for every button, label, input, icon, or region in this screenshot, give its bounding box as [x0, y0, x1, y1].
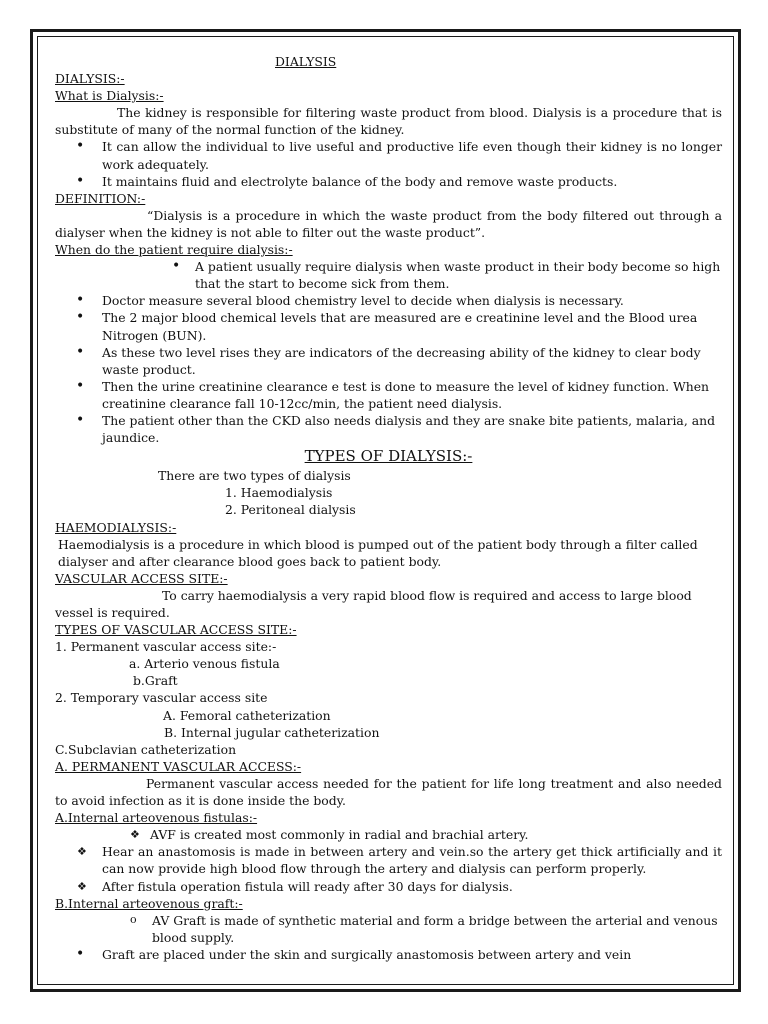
- list-item: • As these two level rises they are indicators of the decreasing ability of the kidney to clear body waste product.: [55, 344, 722, 378]
- what-paragraph: The kidney is responsible for filtering waste product from blood. Dialysis is a procedure that is substitute of many of the normal function of the kidney.: [55, 105, 722, 138]
- when-bullet-list: [55, 258, 722, 446]
- dialysis-heading: DIALYSIS:-: [55, 71, 125, 87]
- types-heading: TYPES OF DIALYSIS:-: [304, 447, 473, 466]
- definition-paragraph: “Dialysis is a procedure in which the waste product from the body filtered out through a dialyser when the kidney is not able to filter out the waste product”.: [55, 207, 722, 240]
- when-heading: When do the patient require dialysis:-: [55, 242, 293, 258]
- list-item: • The patient other than the CKD also needs dialysis and they are snake bite patients, malaria, and jaundice.: [55, 412, 722, 446]
- vascular-paragraph: To carry haemodialysis a very rapid blood flow is required and access to large blood vessel is required.: [55, 587, 692, 620]
- list-item: o AV Graft is made of synthetic material and form a bridge between the arterial and venous blood supply.: [55, 912, 722, 946]
- permanent-line: 1. Permanent vascular access site:-: [55, 639, 277, 655]
- list-item: ❖ Hear an anastomosis is made in between artery and vein.so the artery get thick artificially and it can now provide high blood flow through the artery and dialysis can perform properly.: [55, 843, 722, 877]
- list-item: ❖ After fistula operation fistula will ready after 30 days for dialysis.: [55, 878, 722, 895]
- temporary-item-b: B. Internal jugular catheterization: [164, 724, 380, 740]
- list-item: • The 2 major blood chemical levels that are measured are e creatinine level and the Blood urea Nitrogen (BUN).: [55, 309, 722, 343]
- temporary-item-c: C.Subclavian catheterization: [55, 741, 237, 757]
- vascular-heading: VASCULAR ACCESS SITE:-: [55, 570, 228, 586]
- permanent-access-paragraph: Permanent vascular access needed for the patient for life long treatment and also needed to avoid infection as it is done inside the body.: [55, 775, 722, 809]
- graft-heading: B.Internal arteovenous graft:-: [55, 895, 243, 911]
- list-item: • Doctor measure several blood chemistry level to decide when dialysis is necessary.: [55, 292, 722, 309]
- haemo-paragraph: Haemodialysis is a procedure in which blood is pumped out of the patient body through a filter called dialyser and after clearance blood goes back to patient body.: [58, 536, 698, 569]
- list-item: • A patient usually require dialysis when waste product in their body become so high that the start to become sick from them.: [55, 258, 722, 292]
- document-title: DIALYSIS: [275, 54, 337, 69]
- list-item: ❖ AVF is created most commonly in radial and brachial artery.: [55, 826, 722, 843]
- list-item: • It can allow the individual to live useful and productive life even though their kidney is no longer work adequately.: [55, 138, 722, 172]
- temporary-item-a: A. Femoral catheterization: [163, 707, 331, 723]
- fistula-bullet-list: [55, 826, 722, 894]
- types-item: 1. Haemodialysis: [225, 485, 333, 501]
- fistula-heading: A.Internal arteovenous fistulas:-: [55, 810, 258, 826]
- types-vascular-heading: TYPES OF VASCULAR ACCESS SITE:-: [55, 622, 297, 638]
- definition-heading: DEFINITION:-: [55, 190, 146, 206]
- haemo-heading: HAEMODIALYSIS:-: [55, 519, 177, 535]
- permanent-item-b: b.Graft: [133, 673, 178, 689]
- types-item: 2. Peritoneal dialysis: [225, 502, 356, 518]
- types-intro: There are two types of dialysis: [158, 468, 351, 484]
- temporary-line: 2. Temporary vascular access site: [55, 690, 268, 706]
- what-heading: What is Dialysis:-: [55, 88, 164, 104]
- graft-bullet-list: [55, 912, 722, 963]
- what-bullet-list: [55, 138, 722, 189]
- list-item: • Graft are placed under the skin and surgically anastomosis between artery and vein: [55, 946, 722, 963]
- permanent-item-a: a. Arterio venous fistula: [129, 656, 280, 672]
- permanent-access-heading: A. PERMANENT VASCULAR ACCESS:-: [55, 758, 302, 774]
- list-item: • Then the urine creatinine clearance e test is done to measure the level of kidney function. When creatinine clearance fall 10-12cc/min, the patient need dialysis.: [55, 378, 722, 412]
- document-body: [55, 51, 722, 963]
- list-item: • It maintains fluid and electrolyte balance of the body and remove waste products.: [55, 173, 722, 190]
